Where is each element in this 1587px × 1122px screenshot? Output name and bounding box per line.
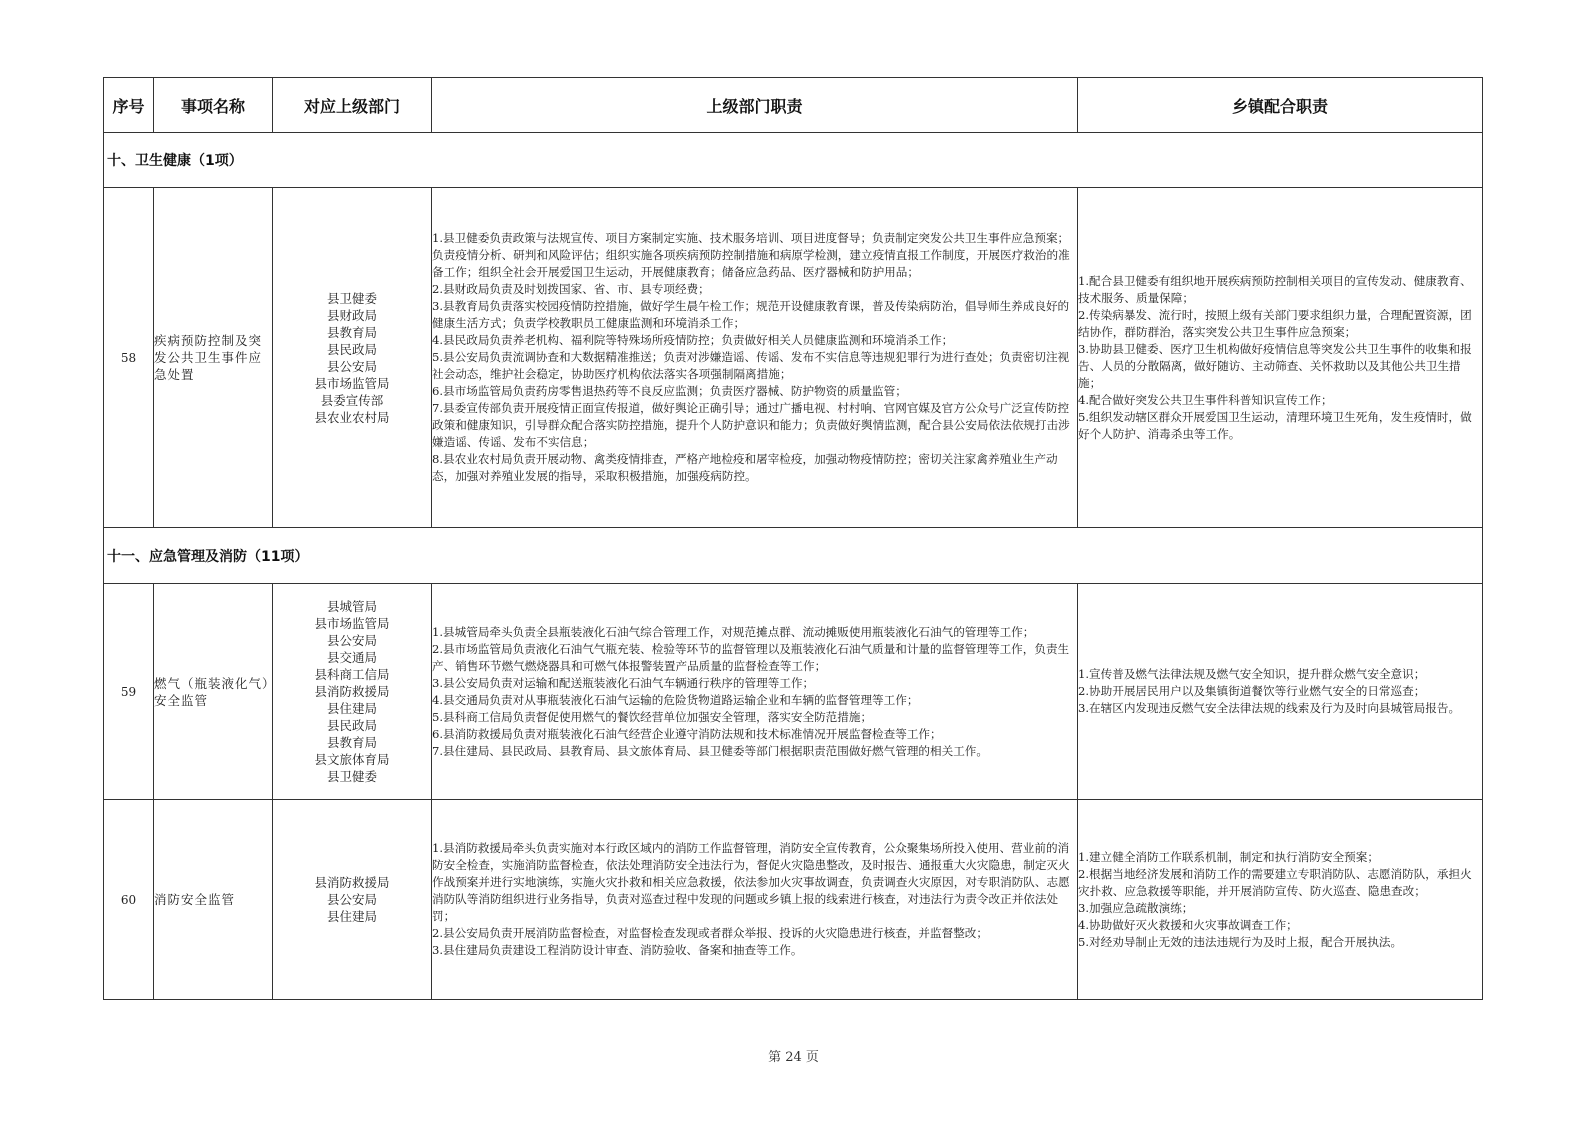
duty-item: 4.配合做好突发公共卫生事件科普知识宣传工作； — [1078, 392, 1333, 407]
row-number: 59 — [104, 584, 154, 800]
duty-item: 4.协助做好灭火救援和火灾事故调查工作； — [1078, 917, 1298, 932]
dept-item: 县消防救援局 — [314, 684, 390, 699]
duty-item: 3.县公安局负责对运输和配送瓶装液化石油气车辆通行秩序的管理等工作； — [432, 675, 815, 690]
dept-list — [273, 188, 432, 528]
duty-item: 1.县城管局牵头负责全县瓶装液化石油气综合管理工作，对规范摊点群、流动摊贩使用瓶装液化石油气的管理等工作； — [432, 624, 1035, 639]
section-row — [104, 133, 1483, 188]
header-seq: 序号 — [104, 78, 154, 133]
dept-item: 县卫健委 — [326, 769, 377, 784]
table-row — [104, 188, 1483, 528]
upper-duties — [432, 188, 1078, 528]
duty-item: 8.县农业农村局负责开展动物、禽类疫情排查，严格产地检疫和屠宰检疫，加强动物疫情防控；密切关注家禽养殖业生产动态，加强对养殖业发展的指导，采取积极措施，加强疫病防控。 — [432, 452, 1058, 483]
duty-item: 3.加强应急疏散演练； — [1078, 900, 1194, 915]
upper-duties — [432, 584, 1078, 800]
row-number: 60 — [104, 800, 154, 1000]
duty-item: 4.县交通局负责对从事瓶装液化石油气运输的危险货物道路运输企业和车辆的监督管理等工作； — [432, 692, 919, 707]
dept-item: 县市场监管局 — [314, 375, 390, 391]
dept-item: 县民政局 — [326, 341, 377, 357]
duty-item: 2.传染病暴发、流行时，按照上级有关部门要求组织力量，合理配置资源，团结协作，群防群治，落实突发公共卫生事件应急预案； — [1078, 307, 1472, 339]
dept-item: 县市场监管局 — [314, 616, 390, 631]
duty-item: 3.县教育局负责落实校园疫情防控措施，做好学生晨午检工作；规范开设健康教育课，普及传染病防治，倡导师生养成良好的健康生活方式；负责学校教职员工健康监测和环境消杀工作； — [432, 299, 1070, 330]
duty-item: 1.配合县卫健委有组织地开展疾病预防控制相关项目的宣传发动、健康教育、技术服务、质量保障； — [1078, 273, 1472, 305]
dept-item: 县城管局 — [326, 599, 377, 614]
duty-item: 3.协助县卫健委、医疗卫生机构做好疫情信息等突发公共卫生事件的收集和报告、人员的分散隔离，做好随访、主动筛查、关怀救助以及其他公共卫生措施； — [1078, 341, 1472, 390]
upper-duties — [432, 800, 1078, 1000]
dept-item: 县住建局 — [326, 701, 377, 716]
header-row — [104, 78, 1483, 133]
duty-item: 4.县民政局负责养老机构、福利院等特殊场所疫情防控；负责做好相关人员健康监测和环境消杀工作； — [432, 333, 954, 347]
table-row — [104, 584, 1483, 800]
duty-item: 6.县消防救援局负责对瓶装液化石油气经营企业遵守消防法规和技术标准情况开展监督检查等工作； — [432, 726, 942, 741]
dept-list — [273, 584, 432, 800]
dept-item: 县民政局 — [326, 718, 377, 733]
duty-item: 5.对经劝导制止无效的违法违规行为及时上报，配合开展执法。 — [1078, 934, 1403, 949]
duty-item: 1.县卫健委负责政策与法规宣传、项目方案制定实施、技术服务培训、项目进度督导；负责制定突发公共卫生事件应急预案；负责疫情分析、研判和风险评估；组织实施各项疾病预防控制措施和病原学检测，建立疫情直报工作制度，开展医疗救治的准备工作；组织全社会开展爱国卫生运动，开展健康教育；储备应急药品、医疗器械和防护用品； — [432, 231, 1070, 279]
dept-item: 县公安局 — [326, 892, 377, 907]
table-row — [104, 800, 1483, 1000]
section-title: 十、卫生健康（1项） — [104, 133, 1483, 188]
dept-item: 县科商工信局 — [314, 667, 390, 682]
section-title: 十一、应急管理及消防（11项） — [104, 528, 1483, 584]
dept-item: 县卫健委 — [326, 290, 377, 306]
header-item-name: 事项名称 — [154, 78, 273, 133]
section-row — [104, 528, 1483, 584]
duty-item: 2.县公安局负责开展消防监督检查，对监督检查发现或者群众举报、投诉的火灾隐患进行核查，并监督整改； — [432, 926, 988, 940]
duty-item: 1.县消防救援局牵头负责实施对本行政区域内的消防工作监督管理，消防安全宣传教育，公众聚集场所投入使用、营业前的消防安全检查，实施消防监督检查，依法处理消防安全违法行为，督促火灾隐患整改，及时报告、通报重大火灾隐患，制定灭火作战预案并进行实地演练，实施火灾扑救和相关应急救援，依法参加火灾事故调查，负责调查火灾原因，对专职消防队、志愿消防队等消防组织进行业务指导，负责对巡查过程中发现的问题或乡镇上报的线索进行核查，对违法行为责令改正并依法处罚； — [432, 841, 1070, 923]
duty-item: 1.建立健全消防工作联系机制，制定和执行消防安全预案； — [1078, 849, 1379, 864]
dept-item: 县教育局 — [326, 324, 377, 340]
dept-item: 县消防救援局 — [314, 875, 390, 890]
duty-item: 5.县科商工信局负责督促使用燃气的餐饮经营单位加强安全管理，落实安全防范措施； — [432, 709, 873, 724]
dept-item: 县文旅体育局 — [314, 752, 390, 767]
duty-item: 6.县市场监管局负责药房零售退热药等不良反应监测；负责医疗器械、防护物资的质量监管； — [432, 384, 907, 398]
header-upper-duties: 上级部门职责 — [432, 78, 1078, 133]
duty-item: 2.县市场监管局负责液化石油气气瓶充装、检验等环节的监督管理以及瓶装液化石油气质量和计量的监督管理等工作，负责生产、销售环节燃气燃烧器具和可燃气体报警装置产品质量的监督检查等工作； — [432, 641, 1070, 673]
item-name: 消防安全监管 — [154, 800, 273, 1000]
header-town-duties: 乡镇配合职责 — [1078, 78, 1483, 133]
dept-item: 县公安局 — [326, 633, 377, 648]
duty-item: 7.县委宣传部负责开展疫情正面宣传报道，做好舆论正确引导；通过广播电视、村村响、官网官媒及官方公众号广泛宣传防控政策和健康知识，引导群众配合落实防控措施，提升个人防护意识和能力；负责做好舆情监测，配合县公安局依法依规打击涉嫌造谣、传谣、发布不实信息； — [432, 401, 1070, 449]
responsibility-table — [103, 77, 1483, 1000]
duty-item: 5.组织发动辖区群众开展爱国卫生运动，清理环境卫生死角，发生疫情时，做好个人防护、消毒杀虫等工作。 — [1078, 409, 1472, 441]
dept-list — [273, 800, 432, 1000]
dept-item: 县教育局 — [326, 735, 377, 750]
duty-item: 2.协助开展居民用户以及集镇街道餐饮等行业燃气安全的日常巡查； — [1078, 684, 1426, 698]
duty-item: 2.根据当地经济发展和消防工作的需要建立专职消防队、志愿消防队，承担火灾扑救、应急救援等职能，并开展消防宣传、防火巡查、隐患查改； — [1078, 866, 1472, 898]
dept-item: 县农业农村局 — [314, 409, 390, 425]
dept-item: 县住建局 — [326, 909, 377, 924]
town-duties — [1078, 188, 1483, 528]
duty-item: 3.县住建局负责建设工程消防设计审查、消防验收、备案和抽查等工作。 — [432, 943, 803, 957]
town-duties — [1078, 800, 1483, 1000]
duty-item: 7.县住建局、县民政局、县教育局、县文旅体育局、县卫健委等部门根据职责范围做好燃气管理的相关工作。 — [432, 743, 988, 758]
duty-item: 3.在辖区内发现违反燃气安全法律法规的线索及行为及时向县城管局报告。 — [1078, 701, 1461, 715]
dept-item: 县交通局 — [326, 650, 377, 665]
dept-item: 县公安局 — [326, 358, 377, 374]
duty-item: 2.县财政局负责及时划拨国家、省、市、县专项经费； — [432, 282, 710, 296]
item-name: 燃气（瓶装液化气）安全监管 — [154, 584, 273, 800]
header-upper-dept: 对应上级部门 — [273, 78, 432, 133]
duty-item: 5.县公安局负责流调协查和大数据精准推送；负责对涉嫌造谣、传谣、发布不实信息等违规犯罪行为进行查处；负责密切注视社会动态，维护社会稳定，协助医疗机构依法落实各项强制隔离措施； — [432, 350, 1070, 381]
town-duties — [1078, 584, 1483, 800]
item-name: 疾病预防控制及突发公共卫生事件应急处置 — [154, 188, 273, 528]
row-number: 58 — [104, 188, 154, 528]
dept-item: 县财政局 — [326, 307, 377, 323]
dept-item: 县委宣传部 — [320, 392, 384, 408]
duty-item: 1.宣传普及燃气法律法规及燃气安全知识，提升群众燃气安全意识； — [1078, 667, 1426, 681]
page-number: 第 24 页 — [768, 1050, 819, 1065]
